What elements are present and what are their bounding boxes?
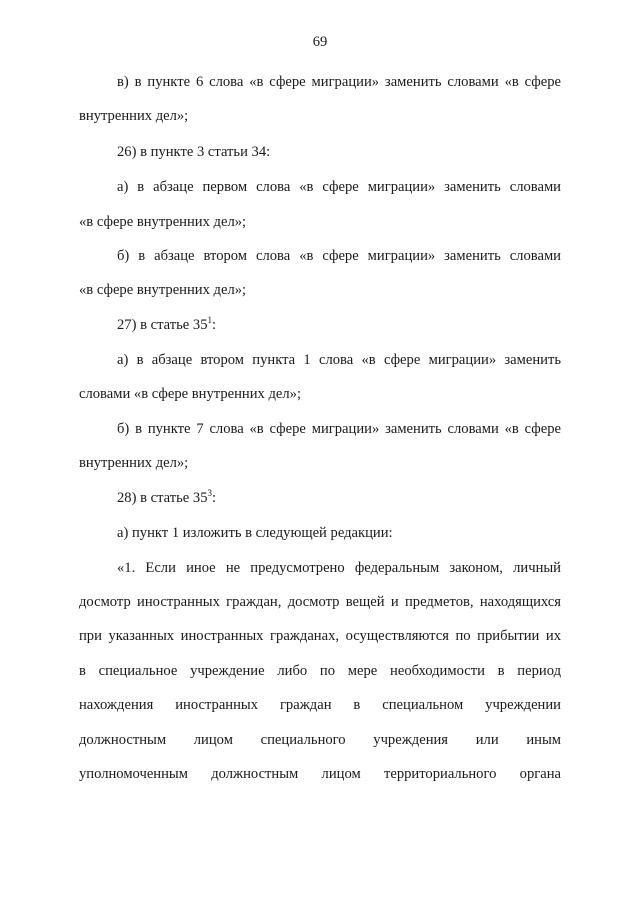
text-line: б) в абзаце втором слова «в сфере миграции» заменить словами xyxy=(117,248,561,264)
text-line: а) в абзаце втором пункта 1 слова «в сфере миграции» заменить xyxy=(117,352,561,368)
text-line: в) в пункте 6 слова «в сфере миграции» заменить словами «в сфере xyxy=(117,74,561,90)
text-line: б) в пункте 7 слова «в сфере миграции» заменить словами «в сфере xyxy=(117,421,561,437)
superscript: 1 xyxy=(207,315,213,325)
article-text: 28) в статье 35 xyxy=(117,490,208,506)
text-line: в специальное учреждение либо по мере необходимости в период xyxy=(79,663,561,679)
text-line: при указанных иностранных гражданах, осуществляются по прибытии их xyxy=(79,628,561,644)
text-line: внутренних дел»; xyxy=(79,455,189,471)
text-line: а) в абзаце первом слова «в сфере миграции» заменить словами xyxy=(117,179,561,195)
superscript: 3 xyxy=(207,488,213,498)
colon: : xyxy=(212,490,217,506)
page-number: 69 xyxy=(312,34,328,50)
text-line: словами «в сфере внутренних дел»; xyxy=(79,386,302,402)
text-line: должностным лицом специального учреждения или иным xyxy=(79,732,561,748)
colon: : xyxy=(212,317,217,333)
article-text: 27) в статье 35 xyxy=(117,317,208,333)
text-line: а) пункт 1 изложить в следующей редакции: xyxy=(117,525,393,541)
text-line-article-35-1 xyxy=(117,316,561,334)
text-line: «в сфере внутренних дел»; xyxy=(79,282,247,298)
text-line: нахождения иностранных граждан в специальном учреждении xyxy=(79,697,561,713)
text-line-article-35-3 xyxy=(117,489,561,507)
text-line: «1. Если иное не предусмотрено федеральным законом, личный xyxy=(117,560,561,576)
text-line: 26) в пункте 3 статьи 34: xyxy=(117,144,271,160)
text-line: уполномоченным должностным лицом территориального органа xyxy=(79,766,561,782)
text-line: досмотр иностранных граждан, досмотр вещей и предметов, находящихся xyxy=(79,594,561,610)
text-line: «в сфере внутренних дел»; xyxy=(79,214,247,230)
text-line: внутренних дел»; xyxy=(79,108,189,124)
